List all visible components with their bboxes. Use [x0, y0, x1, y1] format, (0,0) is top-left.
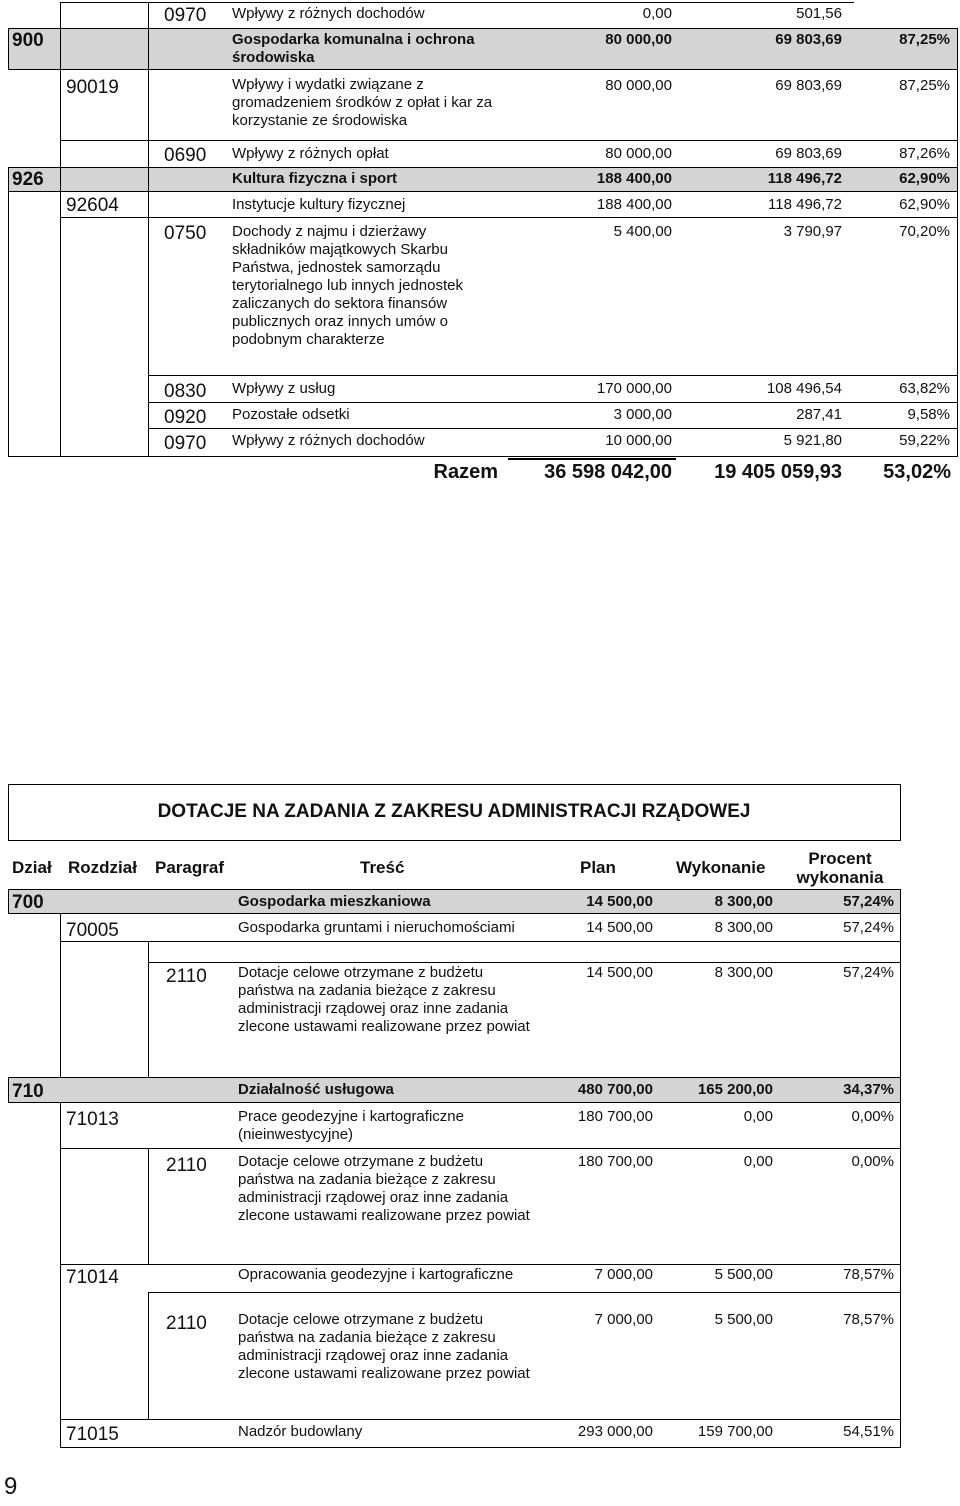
- header-plan: Plan: [580, 858, 616, 877]
- dot-row-procent: 57,24%: [843, 893, 894, 910]
- dot-row-tresc: Opracowania geodezyjne i kartograficzne: [238, 1266, 514, 1283]
- top-row-plan: 80 000,00: [605, 77, 672, 94]
- top-row-wykonanie: 287,41: [796, 406, 842, 423]
- top-row-procent: 87,26%: [899, 145, 950, 162]
- dot-row-plan: 14 500,00: [586, 964, 653, 981]
- dot-row-tresc: Gospodarka mieszkaniowa: [238, 893, 431, 910]
- top-row-wykonanie: 501,56: [796, 5, 842, 22]
- dot-row-plan: 14 500,00: [586, 919, 653, 936]
- dot-row-plan: 7 000,00: [594, 1311, 653, 1328]
- total-wykonanie: 19 405 059,93: [714, 461, 842, 483]
- top-row-plan: 3 000,00: [613, 406, 672, 423]
- top-row-procent: 63,82%: [899, 380, 950, 397]
- top-row-paragraf: 0750: [164, 223, 207, 244]
- dot-row-tresc: Prace geodezyjne i kartograficzne (nieinwestycyjne): [238, 1108, 464, 1143]
- dot-row-procent: 34,37%: [843, 1081, 894, 1098]
- dot-row-wykonanie: 0,00: [743, 1108, 773, 1125]
- top-row-plan: 10 000,00: [605, 432, 672, 449]
- top-row-tresc: Dochody z najmu i dzierżawy składników majątkowych Skarbu Państwa, jednostek samorządu terytorialnego lub innych jednostek zaliczanych do sektora finansów publicznych oraz innych umów o podobnym charakterze: [232, 223, 463, 348]
- dot-row-procent: 57,24%: [843, 964, 894, 981]
- dot-row-procent: 78,57%: [843, 1266, 894, 1283]
- top-row-plan: 80 000,00: [605, 145, 672, 162]
- top-row-wykonanie: 5 921,80: [783, 432, 842, 449]
- dot-row-paragraf: 2110: [166, 966, 207, 987]
- header-tresc: Treść: [360, 858, 405, 877]
- dot-row-rozdzial: 70005: [66, 920, 119, 941]
- header-dzial: Dział: [12, 858, 52, 877]
- top-row-tresc: Kultura fizyczna i sport: [232, 170, 398, 187]
- page-number: 9: [4, 1473, 18, 1500]
- dot-row-procent: 57,24%: [843, 919, 894, 936]
- dot-row-wykonanie: 165 200,00: [697, 1081, 773, 1098]
- top-row-paragraf: 0690: [164, 145, 207, 166]
- dot-row-rozdzial: 71014: [66, 1267, 119, 1288]
- dot-row-procent: 78,57%: [843, 1311, 894, 1328]
- header-rozdzial: Rozdział: [68, 858, 137, 877]
- top-row-wykonanie: 108 496,54: [766, 380, 842, 397]
- dot-row-plan: 480 700,00: [577, 1081, 653, 1098]
- total-plan: 36 598 042,00: [544, 461, 672, 483]
- dot-row-wykonanie: 8 300,00: [714, 893, 773, 910]
- top-row-plan: 188 400,00: [596, 196, 672, 213]
- total-label: Razem: [433, 461, 498, 483]
- top-row-tresc: Instytucje kultury fizycznej: [232, 196, 406, 213]
- top-row-procent: 87,25%: [899, 77, 950, 94]
- dot-row-rozdzial: 71015: [66, 1424, 119, 1445]
- dot-row-paragraf: 2110: [166, 1155, 207, 1176]
- dot-row-plan: 180 700,00: [577, 1108, 653, 1125]
- top-row-procent: 70,20%: [899, 223, 950, 240]
- dot-row-tresc: Gospodarka gruntami i nieruchomościami: [238, 919, 515, 936]
- dot-row-plan: 7 000,00: [594, 1266, 653, 1283]
- dot-row-tresc: Nadzór budowlany: [238, 1423, 363, 1440]
- top-row-plan: 0,00: [642, 5, 672, 22]
- top-row-wykonanie: 69 803,69: [775, 145, 842, 162]
- dot-row-rozdzial: 71013: [66, 1109, 119, 1130]
- top-row-tresc: Wpływy i wydatki związane z gromadzeniem środków z opłat i kar za korzystanie ze środowiska: [232, 76, 493, 129]
- dot-row-tresc: Dotacje celowe otrzymane z budżetu państwa na zadania bieżące z zakresu administracji rządowej oraz inne zadania zlecone ustawami realizowane przez powiat: [238, 1153, 530, 1224]
- dotacje-title: DOTACJE NA ZADANIA Z ZAKRESU ADMINISTRACJI RZĄDOWEJ: [157, 801, 751, 822]
- top-row-tresc: Wpływy z różnych opłat: [232, 145, 389, 162]
- dot-row-wykonanie: 0,00: [743, 1153, 773, 1170]
- top-row-wykonanie: 3 790,97: [783, 223, 842, 240]
- header-wykonanie: Wykonanie: [676, 858, 766, 877]
- dot-row-wykonanie: 8 300,00: [714, 964, 773, 981]
- dot-row-plan: 180 700,00: [577, 1153, 653, 1170]
- dot-row-tresc: Działalność usługowa: [238, 1081, 394, 1098]
- dot-row-wykonanie: 5 500,00: [714, 1311, 773, 1328]
- header-procent: Procent wykonania: [796, 849, 884, 887]
- top-row-paragraf: 0970: [164, 433, 207, 454]
- dot-row-wykonanie: 159 700,00: [697, 1423, 773, 1440]
- dot-row-tresc: Dotacje celowe otrzymane z budżetu państwa na zadania bieżące z zakresu administracji rządowej oraz inne zadania zlecone ustawami realizowane przez powiat: [238, 964, 530, 1035]
- header-paragraf: Paragraf: [155, 858, 224, 877]
- top-row-dzial: 926: [12, 169, 44, 190]
- dot-row-paragraf: 2110: [166, 1313, 207, 1334]
- dot-row-wykonanie: 8 300,00: [714, 919, 773, 936]
- top-row-plan: 5 400,00: [613, 223, 672, 240]
- dot-row-dzial: 710: [12, 1081, 44, 1102]
- top-row-rozdzial: 92604: [66, 195, 119, 216]
- top-row-procent: 9,58%: [907, 406, 950, 423]
- top-row-paragraf: 0830: [164, 381, 207, 402]
- top-row-paragraf: 0970: [164, 5, 207, 26]
- dot-row-dzial: 700: [12, 892, 44, 913]
- top-row-paragraf: 0920: [164, 407, 207, 428]
- top-row-wykonanie: 69 803,69: [775, 77, 842, 94]
- top-row-tresc: Gospodarka komunalna i ochrona środowiska: [232, 31, 475, 66]
- top-row-plan: 80 000,00: [605, 31, 672, 48]
- top-row-wykonanie: 118 496,72: [767, 170, 842, 187]
- top-row-tresc: Wpływy z usług: [232, 380, 336, 397]
- top-row-wykonanie: 118 496,72: [768, 196, 842, 213]
- top-row-procent: 59,22%: [899, 432, 950, 449]
- dot-row-wykonanie: 5 500,00: [714, 1266, 773, 1283]
- top-row-rozdzial: 90019: [66, 77, 119, 98]
- top-row-tresc: Wpływy z różnych dochodów: [232, 5, 425, 22]
- top-row-plan: 170 000,00: [596, 380, 672, 397]
- top-row-procent: 62,90%: [899, 196, 950, 213]
- total-procent: 53,02%: [883, 461, 951, 483]
- dot-row-procent: 0,00%: [851, 1153, 894, 1170]
- top-row-wykonanie: 69 803,69: [775, 31, 842, 48]
- top-row-procent: 62,90%: [899, 170, 950, 187]
- dot-row-plan: 14 500,00: [586, 893, 653, 910]
- dot-row-procent: 0,00%: [851, 1108, 894, 1125]
- top-row-dzial: 900: [12, 30, 44, 51]
- top-row-tresc: Wpływy z różnych dochodów: [232, 432, 425, 449]
- top-row-procent: 87,25%: [899, 31, 950, 48]
- top-row-plan: 188 400,00: [596, 170, 672, 187]
- top-row-tresc: Pozostałe odsetki: [232, 406, 350, 423]
- dot-row-tresc: Dotacje celowe otrzymane z budżetu państwa na zadania bieżące z zakresu administracji rządowej oraz inne zadania zlecone ustawami realizowane przez powiat: [238, 1311, 530, 1382]
- dot-row-procent: 54,51%: [843, 1423, 894, 1440]
- dot-row-plan: 293 000,00: [577, 1423, 653, 1440]
